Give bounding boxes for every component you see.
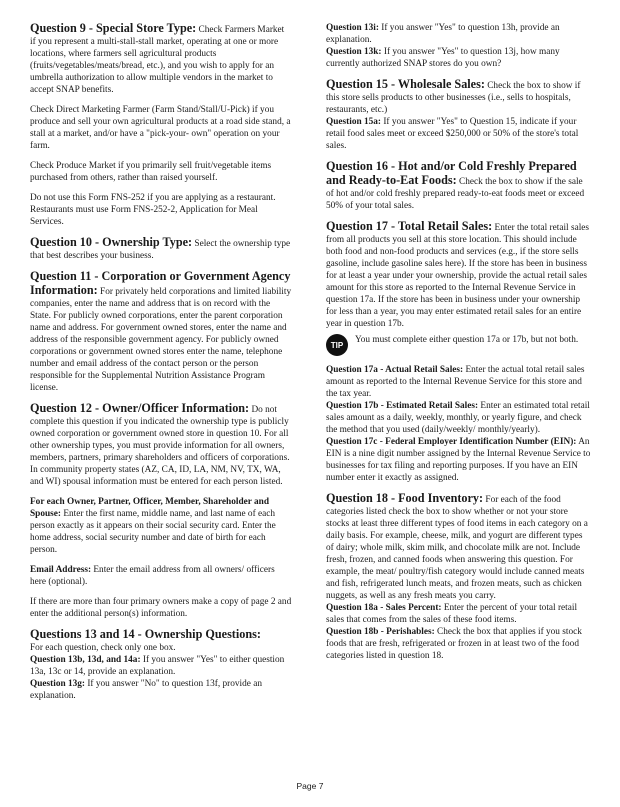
q12-text: Do not complete this question if you indicated the ownership type is publicly owned corporation or government owned store in question 10. For all other ownership types, you must provide information for all owners, members, partners, primary shareholders and officers of corporations. In community property states (AZ, CA, ID, LA, NM, NV, TX, WA, and WI) spousal information must be entered for each person listed. (30, 405, 290, 487)
q9-restaurant-note: Do not use this Form FNS-252 if you are applying as a restaurant. Restaurants must use Form FNS-252-2, Application for Meal Services. (30, 193, 276, 227)
q13k-label: Question 13k: (326, 47, 382, 57)
q17a-text: Enter the actual total retail sales amount as reported to the Internal Revenue Service for this store and the tax year. (326, 365, 585, 399)
q13b-label: Question 13b, 13d, and 14a: (30, 655, 141, 665)
q12-copy-note: If there are more than four primary owners make a copy of page 2 and enter the additional person(s) information. (30, 597, 292, 619)
q17-heading: Question 17 - Total Retail Sales: (326, 219, 493, 233)
q13b-paragraph (30, 654, 292, 678)
q12-owner-label: For each Owner, Partner, Officer, Member, Shareholder and Spouse: (30, 497, 270, 519)
q13g-label: Question 13g: (30, 679, 86, 689)
left-column (30, 22, 292, 702)
q17b-paragraph (326, 400, 592, 436)
q18a-label: Question 18a - Sales Percent: (326, 603, 442, 613)
q11-heading: Question 11 - Corporation or Government Agency Information: (30, 269, 291, 297)
q12-email-text: Enter the email address from all owners/ officers here (optional). (30, 565, 275, 587)
q13b-text: If you answer "Yes" to either question 13a, 13c or 14, provide an explanation. (30, 655, 285, 677)
q12-owner-paragraph (30, 496, 292, 556)
q10-paragraph (30, 236, 292, 262)
q9-text: Check Farmers Market if you represent a multi-stall-stall market, operating at one or more locations, where farmers sell agricultural products (fruits/vegetables/meats/bread, etc.), and you wish to apply for an umbrella authorization to allow multiple vendors in the market to accept SNAP benefits. (30, 25, 285, 95)
q1314-heading: Questions 13 and 14 - Ownership Questions: (30, 627, 261, 641)
q15-paragraph (326, 78, 592, 116)
tip-icon: TIP (326, 334, 348, 356)
q12-heading: Question 12 - Owner/Officer Information: (30, 401, 250, 415)
right-column (326, 22, 592, 662)
q18b-label: Question 18b - Perishables: (326, 627, 435, 637)
q13g-paragraph (30, 678, 292, 702)
q9-direct-marketing: Check Direct Marketing Farmer (Farm Stand/Stall/U-Pick) if you produce and sell your own agricultural products at a road side stand, a stall at a market, and/or have a "pick-your- own" operation on your farm. (30, 105, 291, 151)
q18-paragraph (326, 492, 592, 602)
page-number: Page 7 (296, 781, 324, 791)
q9-produce-market: Check Produce Market if you primarily sell fruit/vegetable items purchased from others, rather than raised yourself. (30, 161, 272, 183)
q12-paragraph (30, 402, 292, 488)
q15a-label: Question 15a: (326, 117, 382, 127)
q17c-text: An EIN is a nine digit number assigned by the Internal Revenue Service to businesses for tax filing and reporting purposes. If you have an EIN number enter it exactly as assigned. (326, 437, 591, 483)
q18-text: For each of the food categories listed check the box to show whether or not your store stocks at least three different types of food items in each category on a daily basis. For example, cheese, milk, and yogurt are different types of dairy; whole milk, skim milk, and chocolate milk are not. Include fresh, frozen, and canned foods when answering this question. For example, the meat/ poultry/fish category would include canned meats and fish, refrigerated lunch meats, and frozen meats, such as chicken nuggets, as well as any fresh meats you carry. (326, 495, 588, 601)
q15a-text: If you answer "Yes" to Question 15, indicate if your retail food sales meet or exceed $250,000 or 50% of the store's total sales. (326, 117, 579, 151)
q18b-text: Check the box that applies if you stock foods that are fresh, refrigerated or frozen in at least two of the food categories listed in question 18. (326, 627, 582, 661)
q13g-text: If you answer "No" to question 13f, provide an explanation. (30, 679, 262, 701)
q11-text: For privately held corporations and limited liability companies, enter the name and address that is on record with the State. For publicly owned corporations, enter the parent corporation name and address. For government owned stores, enter the name and address of the responsible government agency. For publicly owned corporations or government owned stores enter the name, telephone number and email address of the contact person or the person responsible for the Supplemental Nutrition Assistance Program license. (30, 287, 292, 393)
q9-heading: Question 9 - Special Store Type: (30, 21, 197, 35)
tip-box (326, 334, 592, 356)
q16-text: Check the box to show if the sale of hot and/or cold freshly prepared ready-to-eat foods meet or exceed 50% of your total sales. (326, 177, 585, 211)
q17-paragraph (326, 220, 592, 330)
q17-text: Enter the total retail sales from all products you sell at this store location. This should include both food and non-food products and services (e.g., if the store sells gasoline, include gasoline sales here). If the store has been in business for at least a year under your ownership, provide the actual retail sales amount for this store as reported to the Internal Revenue Service in question 17a. If the store has been in business under your ownership for less than a year, you may enter estimated retail sales for an entire year in question 17b. (326, 223, 590, 329)
q12-email-paragraph (30, 564, 292, 588)
q10-heading: Question 10 - Ownership Type: (30, 235, 193, 249)
q13i-text: If you answer "Yes" to question 13h, provide an explanation. (326, 23, 560, 45)
q16-paragraph (326, 160, 592, 212)
q18a-text: Enter the percent of your total retail sales that comes from the sales of these food items. (326, 603, 578, 625)
q9-paragraph (30, 22, 292, 96)
q12-owner-text: Enter the first name, middle name, and last name of each person exactly as it appears on their social security card. Enter the home address, social security number and date of birth for each person. (30, 509, 276, 555)
q18a-paragraph (326, 602, 592, 626)
q17a-label: Question 17a - Actual Retail Sales: (326, 365, 464, 375)
q1314-intro: For each question, check only one box. (30, 643, 176, 653)
q13k-text: If you answer "Yes" to question 13j, how many currently authorized SNAP stores do you own? (326, 47, 560, 69)
q17c-paragraph (326, 436, 592, 484)
q15a-paragraph (326, 116, 592, 152)
q11-paragraph (30, 270, 292, 394)
q18-heading: Question 18 - Food Inventory: (326, 491, 484, 505)
q15-heading: Question 15 - Wholesale Sales: (326, 77, 485, 91)
q15-text: Check the box to show if this store sells products to other businesses (i.e., sells to hospitals, restaurants, etc.) (326, 81, 581, 115)
q10-text: Select the ownership type that best describes your business. (30, 239, 291, 261)
q13i-label: Question 13i: (326, 23, 379, 33)
q13k-paragraph (326, 46, 592, 70)
q17c-label: Question 17c - Federal Employer Identification Number (EIN): (326, 437, 577, 447)
q16-heading: Question 16 - Hot and/or Cold Freshly Prepared and Ready-to-Eat Foods: (326, 159, 577, 187)
q17a-paragraph (326, 364, 592, 400)
q17b-label: Question 17b - Estimated Retail Sales: (326, 401, 479, 411)
q1314-heading-paragraph (30, 628, 292, 642)
q18b-paragraph (326, 626, 592, 662)
q17b-text: Enter an estimated total retail sales amount as a daily, weekly, monthly, or yearly figure, and check the method that you used (daily/weekly/ monthly/yearly). (326, 401, 590, 435)
q13i-paragraph (326, 22, 592, 46)
q12-email-label: Email Address: (30, 565, 92, 575)
tip-text: You must complete either question 17a or 17b, but not both. (355, 335, 579, 345)
